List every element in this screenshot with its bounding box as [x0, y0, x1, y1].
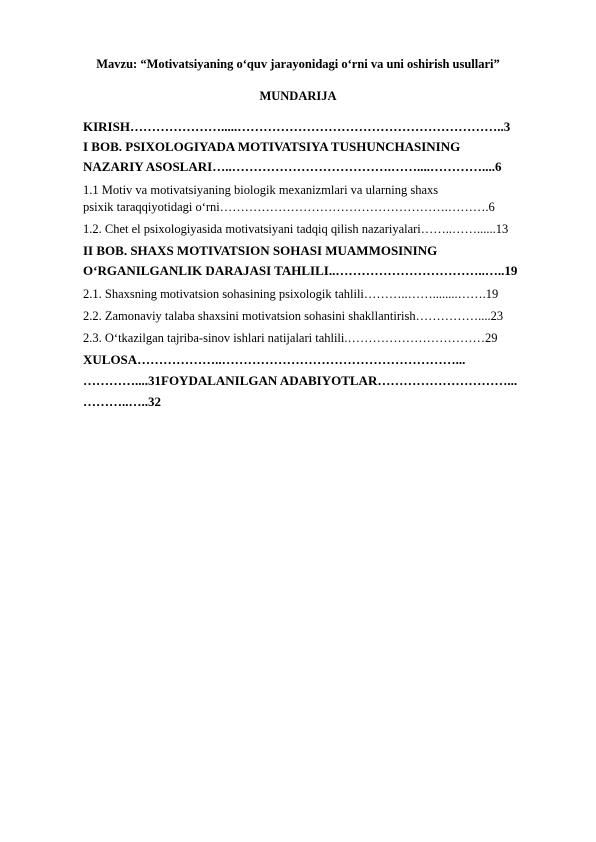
document-title: Mavzu: “Motivatsiyaning o‘quv jarayonidagi o‘rni va uni oshirish usullari”: [96, 57, 500, 71]
toc-section-2-2: 2.2. Zamonaviy talaba shaxsini motivatsion sohasini shakllantirish……………....23: [83, 309, 504, 323]
toc-section-1-1-line-2: psixik taraqqiyotidagi o‘rni……………………………………………….……….6: [83, 200, 495, 214]
toc-chapter-2-line-1: II BOB. SHAXS MOTIVATSION SOHASI MUAMMOSINING: [83, 243, 438, 258]
toc-entry-adabiyotlar: …………....31FOYDALANILGAN ADABIYOTLAR…………………………...: [83, 373, 518, 388]
toc-section-2-1: 2.1. Shaxsning motivatsion sohasining psixologik tahlili………..……........…….19: [83, 287, 499, 301]
toc-chapter-2-line-2: O‘RGANILGANLIK DARAJASI TAHLILI..……………………………..…..19: [83, 263, 518, 278]
toc-entry-kirish: KIRISH………………….....……………………………………………………..3: [83, 119, 511, 134]
toc-section-2-3: 2.3. O‘tkazilgan tajriba-sinov ishlari natijalari tahlili.……………………………29: [83, 331, 498, 345]
toc-section-1-2: 1.2. Chet el psixologiyasida motivatsiyani tadqiq qilish nazariyalari……..……......13: [83, 222, 509, 236]
toc-heading: MUNDARIJA: [259, 89, 337, 103]
toc-entry-xulosa: XULOSA………………..………………………………………………...: [83, 352, 466, 367]
toc-entry-adabiyotlar-page: ………..…..32: [83, 394, 161, 409]
toc-chapter-1-line-1: I BOB. PSIXOLOGIYADA MOTIVATSIYA TUSHUNCHASINING: [83, 139, 461, 154]
toc-chapter-1-line-2: NAZARIY ASOSLARI…..……………………………….……....…………....6: [83, 159, 502, 174]
toc-section-1-1-line-1: 1.1 Motiv va motivatsiyaning biologik mexanizmlari va ularning shaxs: [83, 183, 439, 197]
